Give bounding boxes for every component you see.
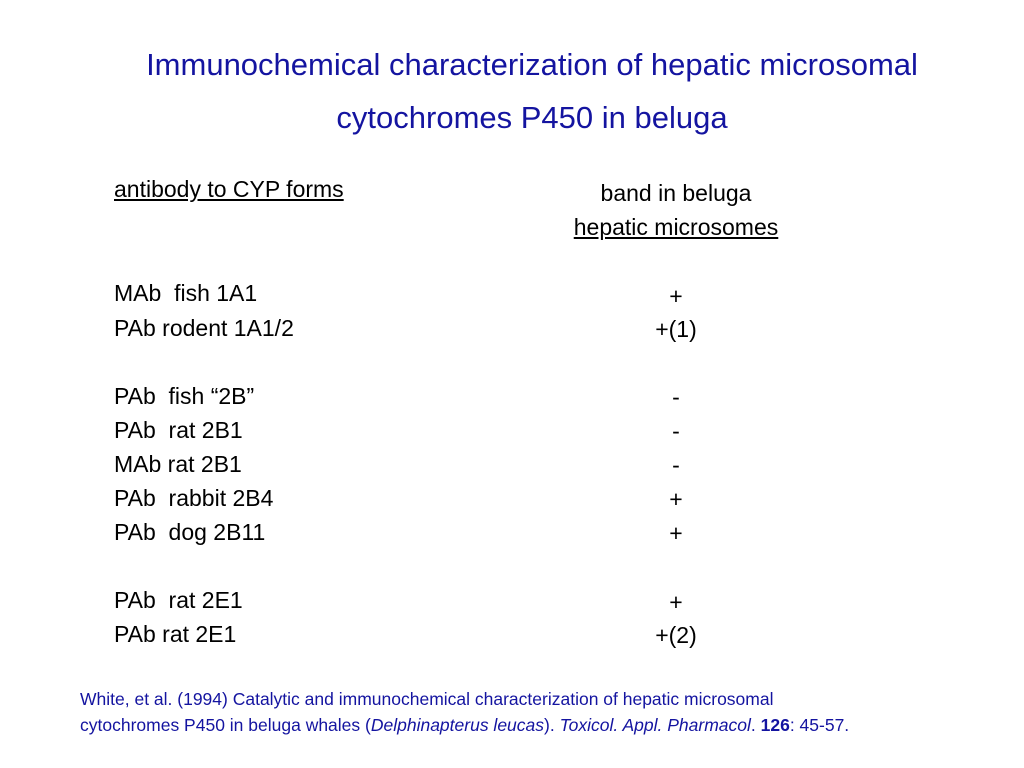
band-column-header-line-2: hepatic microsomes (573, 214, 779, 240)
citation (80, 686, 1000, 738)
citation-volume: 126 (760, 715, 790, 735)
slide-title-line-1: Immunochemical characterization of hepatic microsomal (146, 47, 918, 82)
slide-title (62, 38, 1002, 144)
band-result: - (672, 418, 680, 444)
antibody-label: MAb rat 2B1 (114, 451, 242, 477)
band-result: + (669, 486, 683, 512)
citation-pages: : 45-57. (789, 715, 850, 735)
antibody-label: MAb fish 1A1 (114, 280, 258, 306)
citation-line-1: White, et al. (1994) Catalytic and immunochemical characterization of hepatic microsomal (80, 689, 774, 709)
band-result: + (669, 589, 683, 615)
band-result: + (669, 520, 683, 546)
citation-authors-title-end: cytochromes P450 in beluga whales ( (80, 715, 371, 735)
citation-journal-separator: . (750, 715, 761, 735)
band-column-header-line-1: band in beluga (600, 180, 752, 206)
antibody-label: PAb rat 2B1 (114, 417, 243, 443)
band-result: + (669, 283, 683, 309)
band-result: - (672, 452, 680, 478)
band-result: +(1) (655, 316, 697, 342)
citation-separator: ). (544, 715, 560, 735)
antibody-label: PAb rat 2E1 (114, 587, 243, 613)
antibody-label: PAb rodent 1A1/2 (114, 315, 294, 341)
citation-line-2 (80, 712, 1000, 738)
slide-title-line-2: cytochromes P450 in beluga (336, 100, 728, 135)
band-result: +(2) (655, 622, 697, 648)
antibody-column-header: antibody to CYP forms (114, 176, 344, 202)
citation-species: Delphinapterus leucas (370, 715, 545, 735)
antibody-label: PAb rat 2E1 (114, 621, 237, 647)
band-result: - (672, 384, 680, 410)
antibody-label: PAb fish “2B” (114, 383, 255, 409)
antibody-label: PAb dog 2B11 (114, 519, 266, 545)
band-column-header (520, 176, 832, 244)
citation-journal: Toxicol. Appl. Pharmacol (559, 715, 751, 735)
antibody-label: PAb rabbit 2B4 (114, 485, 274, 511)
